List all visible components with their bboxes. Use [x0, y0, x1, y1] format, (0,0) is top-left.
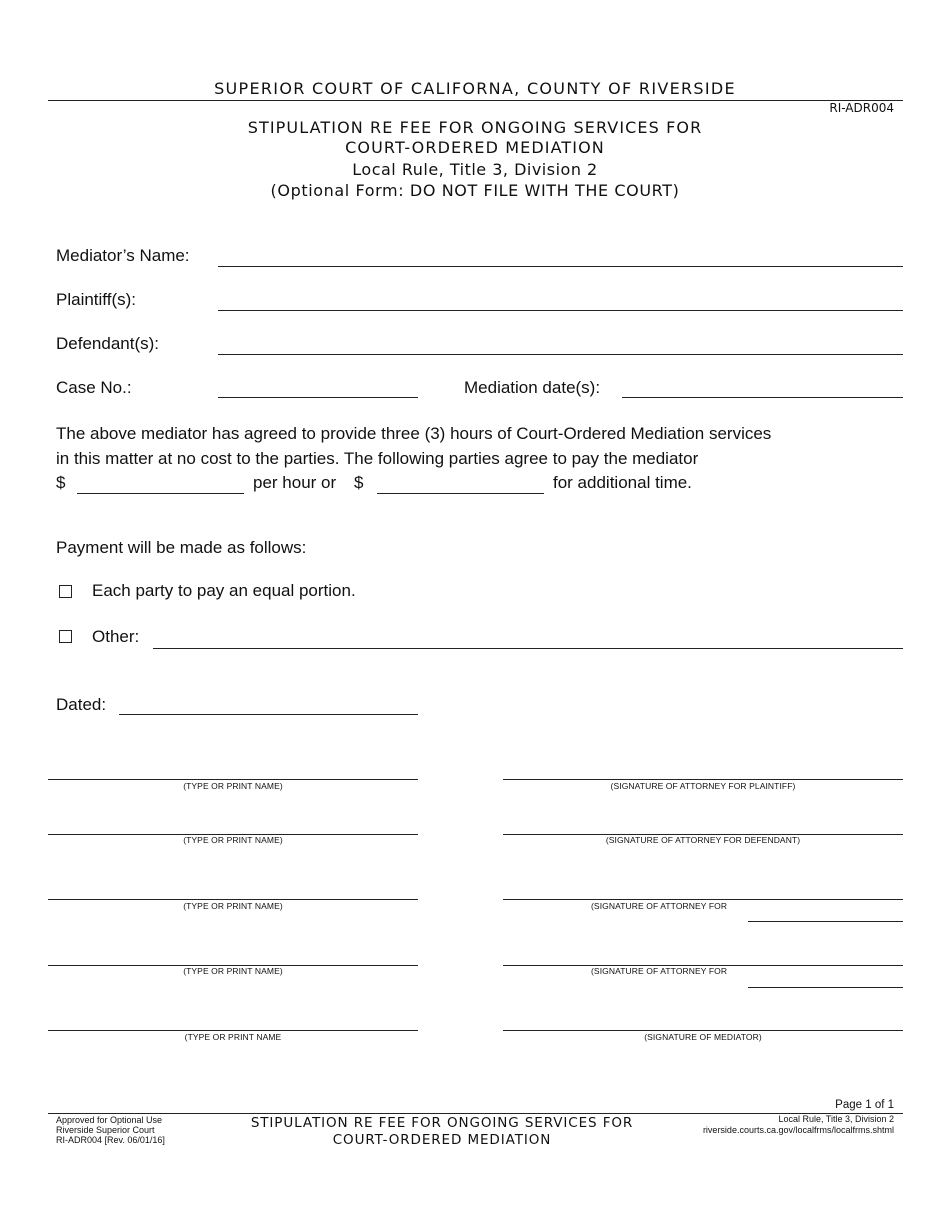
footer-approved: Approved for Optional Use: [56, 1115, 163, 1125]
attorney-signature-caption-4: (SIGNATURE OF ATTORNEY FOR: [591, 966, 728, 976]
mediator-name-label: Mediator’s Name:: [56, 246, 190, 265]
mediator-signature-caption: (SIGNATURE OF MEDIATOR): [644, 1032, 762, 1042]
court-name: SUPERIOR COURT OF CALIFORNA, COUNTY OF RIVERSIDE: [214, 79, 736, 98]
case-no-label: Case No.:: [56, 378, 132, 397]
footer-website-link[interactable]: riverside.courts.ca.gov/localfrms/localfrms.shtml: [702, 1125, 894, 1135]
defendant-attorney-signature-caption: (SIGNATURE OF ATTORNEY FOR DEFENDANT): [605, 835, 801, 845]
payment-heading: Payment will be made as follows:: [56, 538, 307, 557]
dated-field[interactable]: [119, 714, 418, 715]
optional-note: (Optional Form: DO NOT FILE WITH THE COURT): [270, 181, 680, 200]
other-field[interactable]: [153, 648, 903, 649]
mediator-signature-line[interactable]: [503, 1030, 903, 1031]
mediation-dates-label: Mediation date(s):: [464, 378, 601, 397]
defendants-label: Defendant(s):: [56, 334, 159, 353]
plaintiff-attorney-signature-caption: (SIGNATURE OF ATTORNEY FOR PLAINTIFF): [610, 781, 796, 791]
additional-time-text: for additional time.: [553, 473, 692, 492]
attorney-signature-line-3[interactable]: [503, 899, 903, 900]
defendants-field[interactable]: [218, 354, 903, 355]
body-line-2: in this matter at no cost to the parties. The following parties agree to pay the mediator: [56, 449, 699, 468]
mediator-name-field[interactable]: [218, 266, 903, 267]
footer-local-rule: Local Rule, Title 3, Division 2: [778, 1114, 894, 1124]
plaintiffs-label: Plaintiff(s):: [56, 290, 136, 309]
local-rule: Local Rule, Title 3, Division 2: [352, 160, 598, 179]
print-name-caption-4: (TYPE OR PRINT NAME): [183, 966, 283, 976]
footer-title-line1: STIPULATION RE FEE FOR ONGOING SERVICES FOR: [250, 1115, 634, 1131]
other-label: Other:: [92, 627, 140, 646]
footer-title-line2: COURT-ORDERED MEDIATION: [332, 1132, 552, 1148]
print-name-caption-3: (TYPE OR PRINT NAME): [183, 901, 283, 911]
attorney-signature-caption-3: (SIGNATURE OF ATTORNEY FOR: [591, 901, 728, 911]
print-name-line-1[interactable]: [48, 779, 418, 780]
plaintiff-attorney-signature-line[interactable]: [503, 779, 903, 780]
dated-label: Dated:: [56, 695, 107, 714]
attorney-party-field-4[interactable]: [748, 987, 903, 988]
form-title-line2: COURT-ORDERED MEDIATION: [345, 138, 605, 157]
attorney-party-field-3[interactable]: [748, 921, 903, 922]
equal-portion-label: Each party to pay an equal portion.: [92, 581, 356, 600]
per-hour-text: per hour or: [253, 473, 337, 492]
form-id: RI-ADR004: [829, 101, 894, 115]
page-number: Page 1 of 1: [835, 1099, 894, 1111]
alternate-rate-field[interactable]: [377, 493, 544, 494]
mediation-dates-field[interactable]: [622, 397, 903, 398]
print-name-line-3[interactable]: [48, 899, 418, 900]
footer-form-rev: RI-ADR004 [Rev. 06/01/16]: [56, 1135, 165, 1145]
other-checkbox[interactable]: [59, 630, 72, 643]
case-no-field[interactable]: [218, 397, 418, 398]
footer-rule: [48, 1113, 903, 1114]
print-name-caption-2: (TYPE OR PRINT NAME): [183, 835, 283, 845]
body-line-1: The above mediator has agreed to provide three (3) hours of Court-Ordered Mediation services: [56, 424, 772, 443]
plaintiffs-field[interactable]: [218, 310, 903, 311]
equal-portion-checkbox[interactable]: [59, 585, 72, 598]
footer-court: Riverside Superior Court: [56, 1125, 155, 1135]
print-name-caption-1: (TYPE OR PRINT NAME): [183, 781, 283, 791]
form-title-line1: STIPULATION RE FEE FOR ONGOING SERVICES FOR: [247, 118, 703, 137]
dollar-sign-2: $: [354, 473, 364, 492]
dollar-sign-1: $: [56, 473, 66, 492]
header-rule: [48, 100, 903, 101]
print-name-line-5[interactable]: [48, 1030, 418, 1031]
hourly-rate-field[interactable]: [77, 493, 244, 494]
print-name-caption-5: (TYPE OR PRINT NAME: [184, 1032, 282, 1042]
